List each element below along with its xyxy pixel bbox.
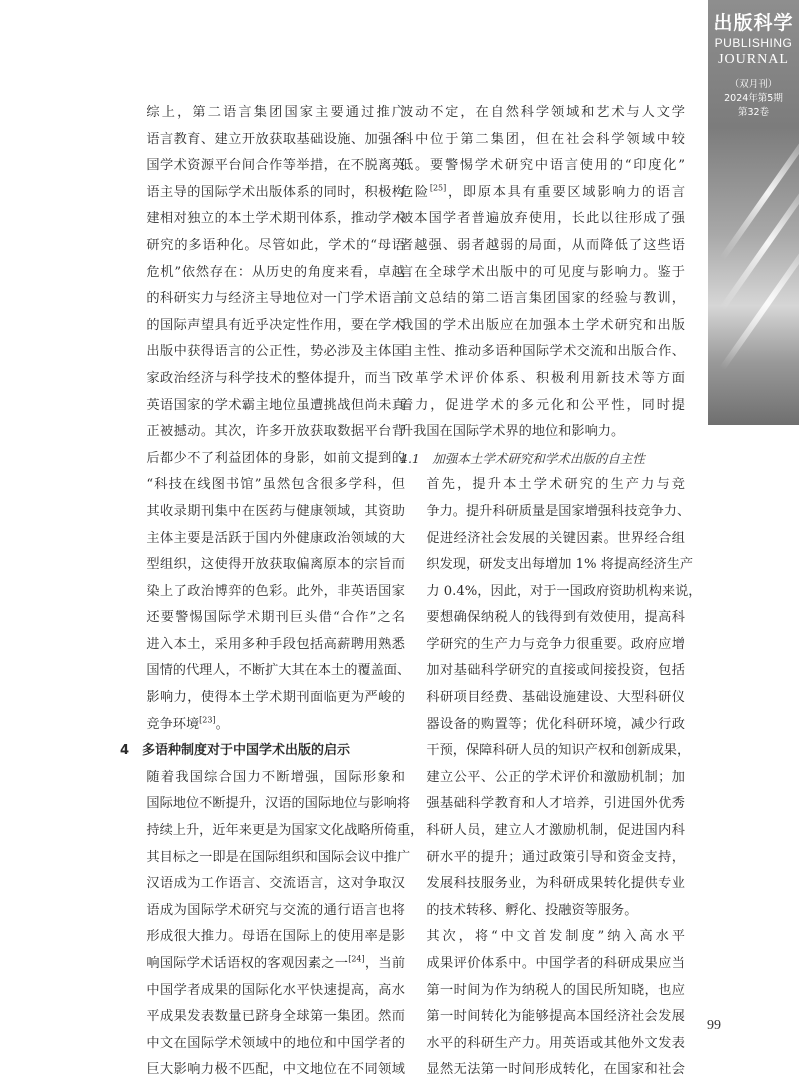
citation-ref[interactable]: [24] bbox=[348, 954, 365, 964]
text-line: 第一时间为作为纳税人的国民所知晓，也应 bbox=[426, 982, 685, 998]
text-line: 要想确保纳税人的钱得到有效使用，提高科 bbox=[426, 610, 685, 626]
text-line: 中文在国际学术领域中的地位和中国学者的 bbox=[146, 1035, 405, 1051]
text-line: 中国学者成果的国际化水平快速提高，高水 bbox=[146, 982, 405, 998]
text-line: 巨大影响力极不匹配，中文地位在不同领域 bbox=[146, 1062, 405, 1078]
text-line bbox=[400, 180, 685, 207]
journal-frequency: （双月刊） bbox=[729, 79, 778, 90]
text-line: 影响力，使得本土学术期刊面临更为严峻的 bbox=[146, 690, 405, 706]
text-line: 国学术资源平台间合作等举措，在不脱离英 bbox=[146, 158, 405, 174]
paragraph bbox=[120, 765, 424, 1084]
text-line: 促进经济社会发展的关键因素。世界经合组 bbox=[426, 530, 685, 546]
text-fragment: ，当前 bbox=[364, 956, 406, 971]
text-line: 低。要警惕学术研究中语言使用的“印度化” bbox=[400, 158, 685, 174]
text-line: 前文总结的第二语言集团国家的经验与教训， bbox=[400, 291, 685, 307]
text-line: “科技在线图书馆”虽然包含很多学科，但 bbox=[146, 477, 405, 493]
text-line: 加对基础科学研究的直接或间接投资，包括 bbox=[426, 663, 685, 679]
text-line: 危机”依然存在：从历史的角度来看，卓越 bbox=[146, 264, 405, 280]
journal-title-en-1: PUBLISHING bbox=[714, 36, 793, 50]
text-fragment: 危险 bbox=[400, 184, 430, 200]
text-line: 随着我国综合国力不断增强，国际形象和 bbox=[146, 769, 405, 785]
text-line: 科研项目经费、基础设施建设、大型科研仪 bbox=[426, 690, 685, 706]
text-line: 织发现，研发支出每增加 1% 将提高经济生产 bbox=[426, 557, 694, 573]
text-line: 建相对独立的本土学术期刊体系，推动学术 bbox=[146, 211, 405, 227]
text-line: 染上了政治博弈的色彩。此外，非英语国家 bbox=[146, 583, 405, 599]
text-line: 的国际声望具有近乎决定性作用，要在学术 bbox=[146, 317, 405, 333]
text-line: 后都少不了利益团体的身影，如前文提到的 bbox=[146, 450, 405, 466]
text-line: 其次，将“中文首发制度”纳入高水平 bbox=[426, 929, 685, 945]
text-fragment: ，即原本具有重要区域影响力的语言 bbox=[446, 184, 686, 200]
text-line: 科中位于第二集团，但在社会科学领域中较 bbox=[400, 131, 685, 147]
text-line: 显然无法第一时间形成转化，在国家和社会 bbox=[426, 1062, 685, 1078]
text-line: 其收录期刊集中在医药与健康领域，其资助 bbox=[146, 503, 405, 519]
text-line: 还要警惕国际学术期刊巨头借“合作”之名 bbox=[146, 610, 405, 626]
text-line bbox=[120, 712, 405, 739]
subsection-heading: 4.1 加强本土学术研究和学术出版的自主性 bbox=[400, 450, 645, 466]
text-line: 学研究的生产力与竞争力很重要。政府应增 bbox=[426, 636, 685, 652]
text-line: 波动不定，在自然科学领域和艺术与人文学 bbox=[400, 105, 685, 120]
text-line: 发展科技服务业，为科研成果转化提供专业 bbox=[426, 876, 685, 892]
text-line: 器设备的购置等；优化科研环境，减少行政 bbox=[426, 716, 685, 732]
citation-ref[interactable]: [25] bbox=[429, 183, 447, 193]
text-line: 水平的科研生产力。用英语或其他外文发表 bbox=[426, 1035, 685, 1051]
text-line: 建立公平、公正的学术评价和激励机制；加 bbox=[426, 769, 685, 785]
text-line: 的技术转移、孵化、投融资等服务。 bbox=[426, 902, 638, 918]
right-column bbox=[400, 100, 702, 1084]
text-line: 自主性、推动多语种国际学术交流和出版合作、 bbox=[400, 344, 685, 360]
text-fragment: 。 bbox=[215, 716, 229, 732]
text-line: 者越强、弱者越弱的局面，从而降低了这些语 bbox=[400, 237, 685, 253]
text-line: 着力，促进学术的多元化和公平性，同时提 bbox=[400, 397, 685, 413]
text-line: 出版中获得语言的公正性，势必涉及主体国 bbox=[146, 344, 405, 360]
text-line: 进入本土，采用多种手段包括高薪聘用熟悉 bbox=[146, 636, 405, 652]
text-line: 力 0.4%，因此，对于一国政府资助机构来说， bbox=[426, 583, 702, 599]
text-line: 被本国学者普遍放弃使用，长此以往形成了强 bbox=[400, 211, 685, 227]
page-number: 99 bbox=[707, 1018, 721, 1033]
text-line: 型组织，这使得开放获取偏离原本的宗旨而 bbox=[146, 557, 405, 573]
journal-masthead bbox=[708, 0, 799, 425]
text-line: 我国的学术出版应在加强本土学术研究和出版 bbox=[400, 317, 685, 333]
text-line: 国际地位不断提升，汉语的国际地位与影响将 bbox=[146, 796, 411, 812]
text-fragment: 响国际学术话语权的客观因素之一 bbox=[146, 956, 349, 971]
section-heading: 4 多语种制度对于中国学术出版的启示 bbox=[120, 743, 351, 759]
text-fragment: 竞争环境 bbox=[146, 716, 200, 732]
text-line bbox=[120, 951, 405, 978]
text-line: 汉语成为工作语言、交流语言，这对争取汉 bbox=[146, 876, 405, 892]
paragraph bbox=[400, 924, 685, 1084]
text-line: 的科研实力与经济主导地位对一门学术语言 bbox=[146, 291, 405, 307]
text-line: 语主导的国际学术出版体系的同时，积极构 bbox=[146, 184, 405, 200]
text-line: 强基础科学教育和人才培养，引进国外优秀 bbox=[426, 796, 685, 812]
text-line: 研水平的提升；通过政策引导和资金支持， bbox=[426, 849, 685, 865]
journal-title-en-2: JOURNAL bbox=[718, 52, 789, 67]
journal-issue: 2024年第5期 bbox=[724, 93, 783, 104]
text-line: 成果评价体系中。中国学者的科研成果应当 bbox=[426, 956, 685, 971]
journal-volume: 第32卷 bbox=[737, 107, 770, 118]
text-line: 家政治经济与科学技术的整体提升，而当下 bbox=[146, 370, 405, 386]
paragraph bbox=[400, 472, 702, 924]
text-line: 语成为国际学术研究与交流的通行语言也将 bbox=[146, 902, 405, 918]
text-line: 其目标之一即是在国际组织和国际会议中推广 bbox=[146, 849, 411, 865]
text-line: 升我国在国际学术界的地位和影响力。 bbox=[400, 424, 625, 440]
text-line: 争力。提升科研质量是国家增强科技竞争力、 bbox=[426, 503, 691, 519]
text-line: 第一时间转化为能够提高本国经济社会发展 bbox=[426, 1009, 685, 1025]
journal-title-cn: 出版科学 bbox=[713, 12, 794, 34]
text-line: 首先，提升本土学术研究的生产力与竞 bbox=[426, 477, 685, 493]
text-line: 英语国家的学术霸主地位虽遭挑战但尚未真 bbox=[146, 397, 405, 413]
text-line: 干预，保障科研人员的知识产权和创新成果， bbox=[426, 743, 691, 759]
text-line: 语言教育、建立开放获取基础设施、加强各 bbox=[146, 131, 405, 147]
text-line: 改革学术评价体系、积极利用新技术等方面 bbox=[400, 370, 685, 386]
text-line: 言在全球学术出版中的可见度与影响力。鉴于 bbox=[400, 264, 685, 280]
text-line: 科研人员，建立人才激励机制，促进国内科 bbox=[426, 823, 685, 839]
text-line: 主体主要是活跃于国内外健康政治领域的大 bbox=[146, 530, 405, 546]
text-line: 正被撼动。其次，许多开放获取数据平台背 bbox=[146, 424, 405, 440]
text-line: 综上，第二语言集团国家主要通过推广 bbox=[146, 105, 405, 120]
text-line: 平成果发表数量已跻身全球第一集团。然而 bbox=[146, 1009, 405, 1025]
citation-ref[interactable]: [23] bbox=[199, 715, 216, 725]
text-line: 国情的代理人，不断扩大其在本土的覆盖面、 bbox=[146, 663, 411, 679]
paragraph bbox=[400, 100, 685, 446]
text-line: 研究的多语种化。尽管如此，学术的“母语 bbox=[146, 237, 405, 253]
text-line: 持续上升，近年来更是为国家文化战略所倚重， bbox=[146, 823, 424, 839]
paragraph bbox=[120, 100, 411, 738]
text-line: 形成很大推力。母语在国际上的使用率是影 bbox=[146, 929, 405, 945]
